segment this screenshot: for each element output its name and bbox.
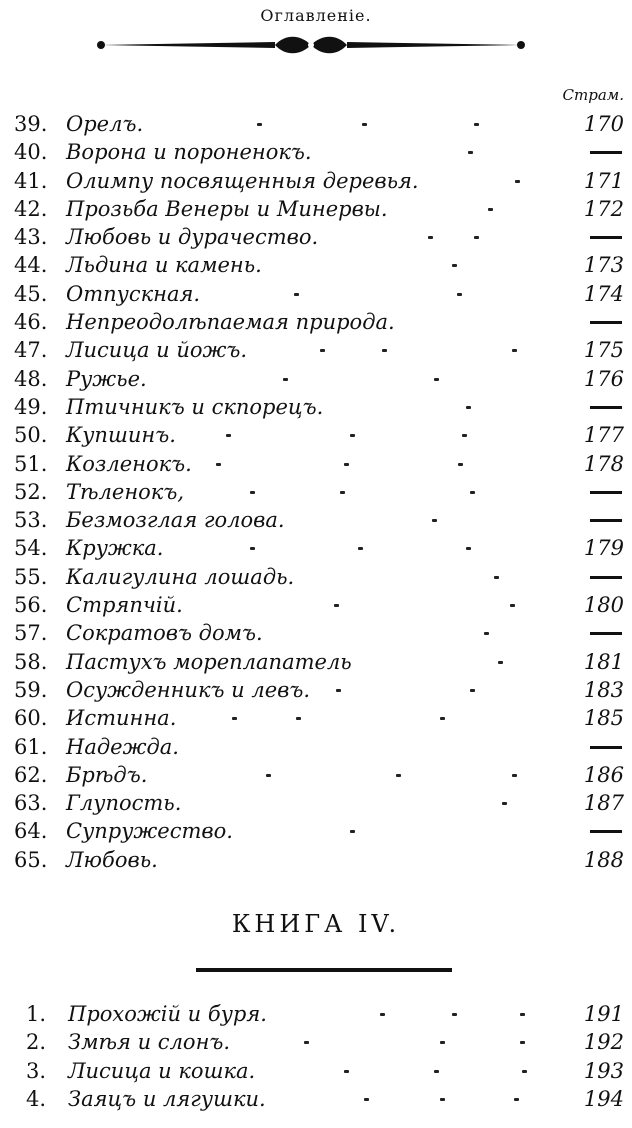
entry-number: 56. (14, 593, 48, 618)
leader-dot (470, 491, 475, 494)
leader-dot (364, 1098, 369, 1101)
leader-dot (470, 689, 475, 692)
entry-title: Осужденникъ и левъ. (66, 677, 311, 702)
ditto-dash (590, 491, 622, 494)
toc-entry (0, 619, 632, 647)
leader-dot (294, 293, 299, 296)
leader-dot (484, 632, 489, 635)
leader-dot (362, 123, 367, 126)
toc-entry (0, 1085, 632, 1113)
leader-dot (515, 180, 520, 183)
leader-dot (458, 463, 463, 466)
entry-number: 42. (14, 196, 48, 221)
entry-title: Пастухъ мореплапатель (66, 649, 352, 674)
ditto-dash (590, 632, 622, 635)
leader-dot (257, 123, 262, 126)
entry-title: Заяцъ и лягушки. (68, 1086, 266, 1111)
toc-entry (0, 393, 632, 421)
entry-number: 59. (14, 677, 48, 702)
ditto-dash (590, 151, 622, 154)
entry-number: 43. (14, 225, 48, 250)
entry-title: Прохожій и буря. (68, 1002, 267, 1026)
entry-number: 1. (26, 1002, 47, 1026)
leader-dot (340, 491, 345, 494)
entry-title: Истинна. (66, 706, 177, 731)
entry-title: Стряпчій. (66, 593, 183, 618)
entry-page: 193 (583, 1058, 624, 1083)
toc-entry (0, 195, 632, 223)
leader-dot (266, 774, 271, 777)
entry-page: 172 (583, 196, 624, 221)
entry-number: 55. (14, 564, 48, 589)
leader-dot (334, 604, 339, 607)
leader-dot (216, 463, 221, 466)
ornament-divider (95, 32, 527, 58)
leader-dot (296, 717, 301, 720)
leader-dot (432, 519, 437, 522)
ditto-dash (590, 576, 622, 579)
entry-title: Ворона и пороненокъ. (66, 140, 312, 165)
entry-page: 181 (583, 649, 624, 674)
toc-entry (0, 846, 632, 874)
entry-page: 179 (583, 536, 624, 561)
entry-title: Олимпу посвященныя деревья. (66, 168, 419, 193)
entry-number: 46. (14, 310, 48, 335)
ditto-dash (590, 519, 622, 522)
entry-title: Льдина и камень. (66, 253, 262, 278)
leader-dot (512, 349, 517, 352)
leader-dot (358, 547, 363, 550)
entry-number: 47. (14, 338, 48, 363)
toc-entry (0, 280, 632, 308)
entry-page: 191 (583, 1002, 624, 1026)
entry-page: 174 (583, 281, 624, 306)
entry-page: 170 (583, 112, 624, 136)
leader-dot (466, 547, 471, 550)
ditto-dash (590, 321, 622, 324)
leader-dot (514, 1098, 519, 1101)
leader-dot (283, 378, 288, 381)
entry-number: 40. (14, 140, 48, 165)
toc-entry (0, 110, 632, 138)
leader-dot (474, 123, 479, 126)
toc-entry (0, 563, 632, 591)
pages-column-label: Страм. (562, 86, 624, 104)
leader-dot (440, 717, 445, 720)
entry-number: 63. (14, 791, 48, 816)
toc-entry (0, 761, 632, 789)
toc-entry (0, 336, 632, 364)
entry-title: Лисица и йожъ. (66, 338, 248, 363)
entry-page: 176 (583, 366, 624, 391)
entry-number: 65. (14, 847, 48, 872)
entry-title: Сократовъ домъ. (66, 621, 263, 646)
entry-title: Супружество. (66, 819, 233, 844)
leader-dot (320, 349, 325, 352)
entry-title: Кружка. (66, 536, 164, 561)
entry-page: 178 (583, 451, 624, 476)
toc-entry (0, 789, 632, 817)
leader-dot (344, 463, 349, 466)
entry-number: 3. (26, 1058, 47, 1083)
leader-dot (457, 293, 462, 296)
toc-entry (0, 534, 632, 562)
leader-dot (434, 378, 439, 381)
entry-title: Купшинъ. (66, 423, 176, 448)
entry-number: 52. (14, 479, 48, 504)
toc-entry (0, 450, 632, 478)
leader-dot (344, 1070, 349, 1073)
entry-title: Лисица и кошка. (68, 1058, 256, 1083)
leader-dot (512, 774, 517, 777)
entry-title: Змѣя и слонъ. (68, 1030, 231, 1055)
entry-page: 185 (583, 706, 624, 731)
leader-dot (434, 1070, 439, 1073)
toc-entry (0, 733, 632, 761)
section-heading: КНИГА IV. (231, 910, 401, 938)
entry-title: Надежда. (66, 734, 179, 759)
entry-number: 54. (14, 536, 48, 561)
entry-page: 192 (583, 1030, 624, 1055)
ditto-dash (590, 236, 622, 239)
entry-number: 49. (14, 394, 48, 419)
leader-dot (488, 208, 493, 211)
toc-entry (0, 591, 632, 619)
leader-dot (502, 802, 507, 805)
entry-number: 2. (26, 1030, 47, 1055)
entry-page: 188 (583, 847, 624, 872)
ditto-dash (590, 830, 622, 833)
entry-page: 194 (583, 1086, 624, 1111)
entry-title: Любовь. (66, 847, 158, 872)
toc-entry (0, 1057, 632, 1085)
entry-title: Непреодолѣпаемая природа. (66, 310, 395, 335)
toc-list-book3 (0, 110, 632, 874)
entry-page: 180 (583, 593, 624, 618)
leader-dot (468, 151, 473, 154)
leader-dot (304, 1041, 309, 1044)
toc-entry (0, 308, 632, 336)
toc-entry (0, 506, 632, 534)
leader-dot (382, 349, 387, 352)
leader-dot (494, 576, 499, 579)
leader-dot (428, 236, 433, 239)
entry-number: 53. (14, 508, 48, 533)
entry-title: Глупость. (66, 791, 182, 816)
leader-dot (396, 774, 401, 777)
toc-entry (0, 223, 632, 251)
entry-title: Птичникъ и скпорецъ. (66, 394, 324, 419)
entry-title: Брѣдъ. (66, 762, 148, 787)
leader-dot (452, 264, 457, 267)
entry-page: 175 (583, 338, 624, 363)
entry-number: 44. (14, 253, 48, 278)
entry-number: 60. (14, 706, 48, 731)
entry-number: 51. (14, 451, 48, 476)
leader-dot (520, 1013, 525, 1016)
toc-entry (0, 1000, 632, 1028)
leader-dot (250, 491, 255, 494)
entry-number: 62. (14, 762, 48, 787)
entry-title: Любовь и дурачество. (66, 225, 319, 250)
entry-number: 61. (14, 734, 48, 759)
leader-dot (336, 689, 341, 692)
toc-entry (0, 138, 632, 166)
entry-page: 186 (583, 762, 624, 787)
leader-dot (250, 547, 255, 550)
leader-dot (440, 1041, 445, 1044)
entry-title: Безмозглая голова. (66, 508, 285, 533)
toc-list-book4 (0, 1000, 632, 1113)
entry-title: Прозьба Венеры и Минервы. (66, 196, 388, 221)
entry-number: 58. (14, 649, 48, 674)
leader-dot (462, 434, 467, 437)
toc-entry (0, 365, 632, 393)
leader-dot (498, 661, 503, 664)
toc-entry (0, 167, 632, 195)
toc-entry (0, 251, 632, 279)
leader-dot (226, 434, 231, 437)
ditto-dash (590, 406, 622, 409)
entry-page: 171 (583, 168, 624, 193)
entry-number: 4. (26, 1086, 47, 1111)
entry-number: 48. (14, 366, 48, 391)
leader-dot (440, 1098, 445, 1101)
toc-entry (0, 676, 632, 704)
page-header: Оглавленіе. (260, 6, 372, 25)
toc-entry (0, 817, 632, 845)
leader-dot (350, 830, 355, 833)
entry-title: Калигулина лошадь. (66, 564, 295, 589)
leader-dot (520, 1041, 525, 1044)
leader-dot (350, 434, 355, 437)
entry-title: Тѣленокъ, (66, 479, 185, 504)
leader-dot (380, 1013, 385, 1016)
section-rule (196, 968, 452, 972)
entry-title: Козленокъ. (66, 451, 192, 476)
entry-number: 50. (14, 423, 48, 448)
leader-dot (474, 236, 479, 239)
entry-page: 183 (583, 677, 624, 702)
leader-dot (510, 604, 515, 607)
entry-number: 57. (14, 621, 48, 646)
leader-dot (452, 1013, 457, 1016)
entry-page: 173 (583, 253, 624, 278)
entry-page: 187 (583, 791, 624, 816)
toc-entry (0, 704, 632, 732)
ditto-dash (590, 746, 622, 749)
toc-entry (0, 478, 632, 506)
entry-title: Ружье. (66, 366, 147, 391)
toc-entry (0, 1028, 632, 1056)
entry-number: 64. (14, 819, 48, 844)
entry-title: Отпускная. (66, 281, 201, 306)
entry-number: 39. (14, 112, 48, 136)
toc-entry (0, 421, 632, 449)
toc-entry (0, 648, 632, 676)
entry-page: 177 (583, 423, 624, 448)
leader-dot (522, 1070, 527, 1073)
entry-title: Орелъ. (66, 112, 144, 136)
entry-number: 41. (14, 168, 48, 193)
entry-number: 45. (14, 281, 48, 306)
leader-dot (232, 717, 237, 720)
leader-dot (466, 406, 471, 409)
